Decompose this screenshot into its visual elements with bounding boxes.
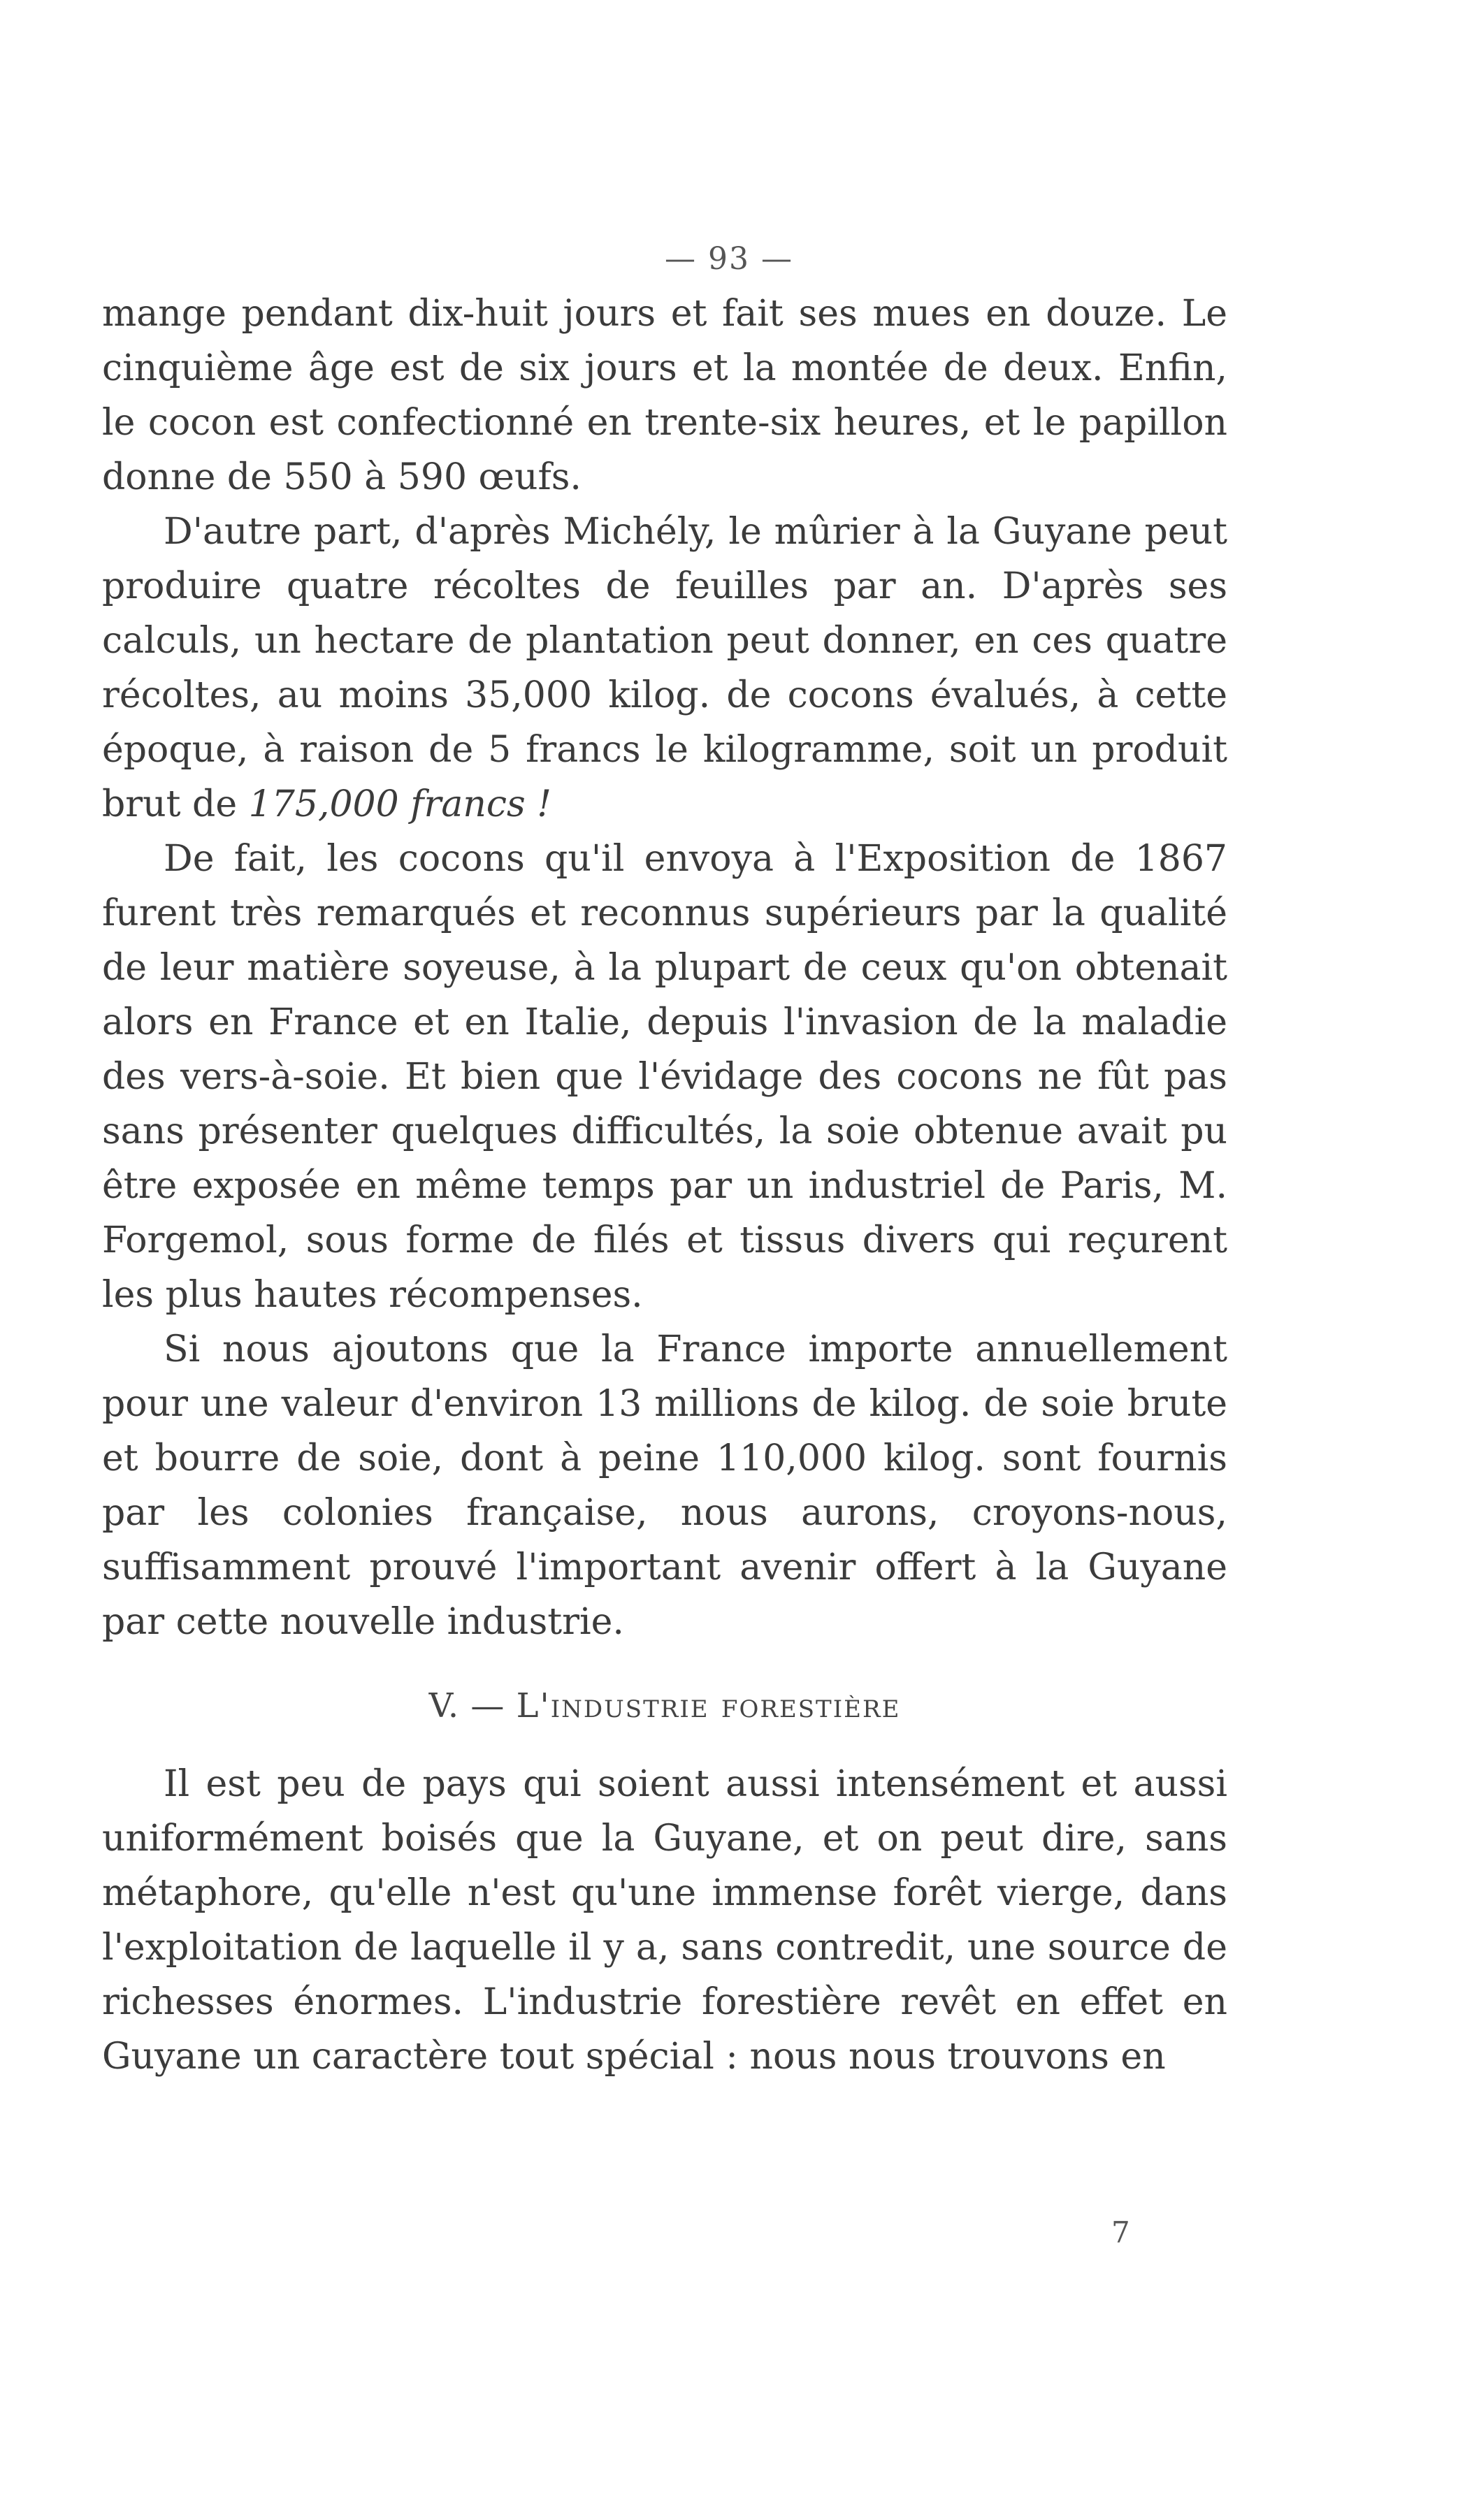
paragraph-2-text: D'autre part, d'après Michély, le mûrier à la Guyane peut produire quatre récoltes de feuilles par an. D'après ses calculs, un hectare de plantation peut donner, en ces quatre récoltes, au moins 35,000 kilog. de cocons évalués, à cette époque, à raison de 5 francs le kilogramme, soit un produit brut de [102,511,1227,825]
italic-amount: 175,000 francs ! [248,783,552,825]
section-heading [102,1681,1227,1730]
signature-mark: 7 [1111,2215,1130,2250]
paragraph-1: mange pendant dix-huit jours et fait ses mues en douze. Le cinquième âge est de six jours et la montée de deux. Enfin, le cocon est confectionné en trente-six heures, et le papillon donne de 550 à 590 œufs. [102,293,1227,498]
page-number: — 93 — [665,241,793,277]
paragraph-2 [102,505,1227,832]
paragraph-3: De fait, les cocons qu'il envoya à l'Exposition de 1867 furent très remarqués et reconnus supérieurs par la qualité de leur matière soyeuse, à la plupart de ceux qu'on obtenait alors en France et en Italie, depuis l'invasion de la maladie des vers-à-soie. Et bien que l'évidage des cocons ne fût pas sans présenter quelques difficultés, la soie obtenue avait pu être exposée en même temps par un industriel de Paris, M. Forgemol, sous forme de filés et tissus divers qui reçurent les plus hautes récompenses. [102,838,1227,1316]
text-block [102,287,1227,2084]
section-title: L'industrie forestière [516,1686,901,1725]
paragraph-5: Il est peu de pays qui soient aussi intensément et aussi uniformément boisés que la Guyane, et on peut dire, sans métaphore, qu'elle n'est qu'une immense forêt vierge, dans l'exploitation de laquelle il y a, sans contredit, une source de richesses énormes. L'industrie forestière revêt en effet en Guyane un caractère tout spécial : nous nous trouvons en [102,1763,1227,2078]
section-numeral: V. — [428,1686,517,1725]
paragraph-4: Si nous ajoutons que la France importe annuellement pour une valeur d'environ 13 millions de kilog. de soie brute et bourre de soie, dont à peine 110,000 kilog. sont fournis par les colonies française, nous aurons, croyons-nous, suffisamment prouvé l'important avenir offert à la Guyane par cette nouvelle industrie. [102,1328,1227,1643]
